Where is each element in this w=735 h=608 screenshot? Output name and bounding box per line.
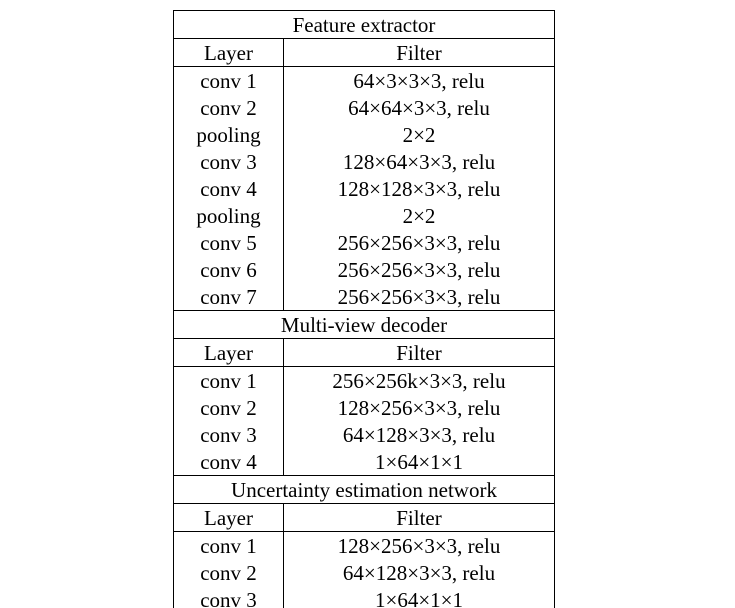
table-row <box>174 421 555 448</box>
section-title-row <box>174 311 555 339</box>
layer-cell: conv 1 <box>174 367 284 395</box>
column-header-row <box>174 339 555 367</box>
column-header-layer: Layer <box>174 504 284 532</box>
filter-cell: 256×256×3×3, relu <box>284 229 555 256</box>
layer-cell: conv 4 <box>174 175 284 202</box>
layer-cell: conv 3 <box>174 148 284 175</box>
filter-cell: 2×2 <box>284 202 555 229</box>
layer-cell: conv 3 <box>174 421 284 448</box>
column-header-filter: Filter <box>284 39 555 67</box>
filter-cell: 64×64×3×3, relu <box>284 94 555 121</box>
layer-cell: conv 3 <box>174 586 284 608</box>
table-row <box>174 67 555 95</box>
table-row <box>174 586 555 608</box>
table-row <box>174 202 555 229</box>
filter-cell: 256×256k×3×3, relu <box>284 367 555 395</box>
table-row <box>174 283 555 311</box>
column-header-row <box>174 39 555 67</box>
layer-cell: conv 6 <box>174 256 284 283</box>
layer-cell: conv 2 <box>174 394 284 421</box>
column-header-layer: Layer <box>174 339 284 367</box>
layer-cell: pooling <box>174 121 284 148</box>
filter-cell: 128×128×3×3, relu <box>284 175 555 202</box>
layer-cell: conv 1 <box>174 532 284 560</box>
section-title-uncertainty-estimation-network: Uncertainty estimation network <box>174 476 555 504</box>
filter-cell: 256×256×3×3, relu <box>284 256 555 283</box>
filter-cell: 64×128×3×3, relu <box>284 559 555 586</box>
layer-cell: conv 1 <box>174 67 284 95</box>
table-row <box>174 394 555 421</box>
table-row <box>174 367 555 395</box>
table-row <box>174 532 555 560</box>
table-row <box>174 229 555 256</box>
network-architecture-table <box>173 10 555 608</box>
table-row <box>174 256 555 283</box>
table-row <box>174 559 555 586</box>
section-title-row <box>174 11 555 39</box>
column-header-filter: Filter <box>284 339 555 367</box>
filter-cell: 2×2 <box>284 121 555 148</box>
section-title-feature-extractor: Feature extractor <box>174 11 555 39</box>
layer-cell: conv 5 <box>174 229 284 256</box>
table-row <box>174 175 555 202</box>
filter-cell: 256×256×3×3, relu <box>284 283 555 311</box>
table-row <box>174 148 555 175</box>
column-header-row <box>174 504 555 532</box>
table-row <box>174 94 555 121</box>
layer-cell: conv 4 <box>174 448 284 476</box>
filter-cell: 64×3×3×3, relu <box>284 67 555 95</box>
table-body <box>174 11 555 608</box>
section-title-multi-view-decoder: Multi-view decoder <box>174 311 555 339</box>
filter-cell: 128×256×3×3, relu <box>284 394 555 421</box>
filter-cell: 64×128×3×3, relu <box>284 421 555 448</box>
layer-cell: conv 2 <box>174 559 284 586</box>
table-row <box>174 448 555 476</box>
layer-cell: conv 7 <box>174 283 284 311</box>
filter-cell: 128×256×3×3, relu <box>284 532 555 560</box>
filter-cell: 1×64×1×1 <box>284 586 555 608</box>
filter-cell: 1×64×1×1 <box>284 448 555 476</box>
table-row <box>174 121 555 148</box>
column-header-layer: Layer <box>174 39 284 67</box>
column-header-filter: Filter <box>284 504 555 532</box>
layer-cell: pooling <box>174 202 284 229</box>
section-title-row <box>174 476 555 504</box>
layer-cell: conv 2 <box>174 94 284 121</box>
filter-cell: 128×64×3×3, relu <box>284 148 555 175</box>
